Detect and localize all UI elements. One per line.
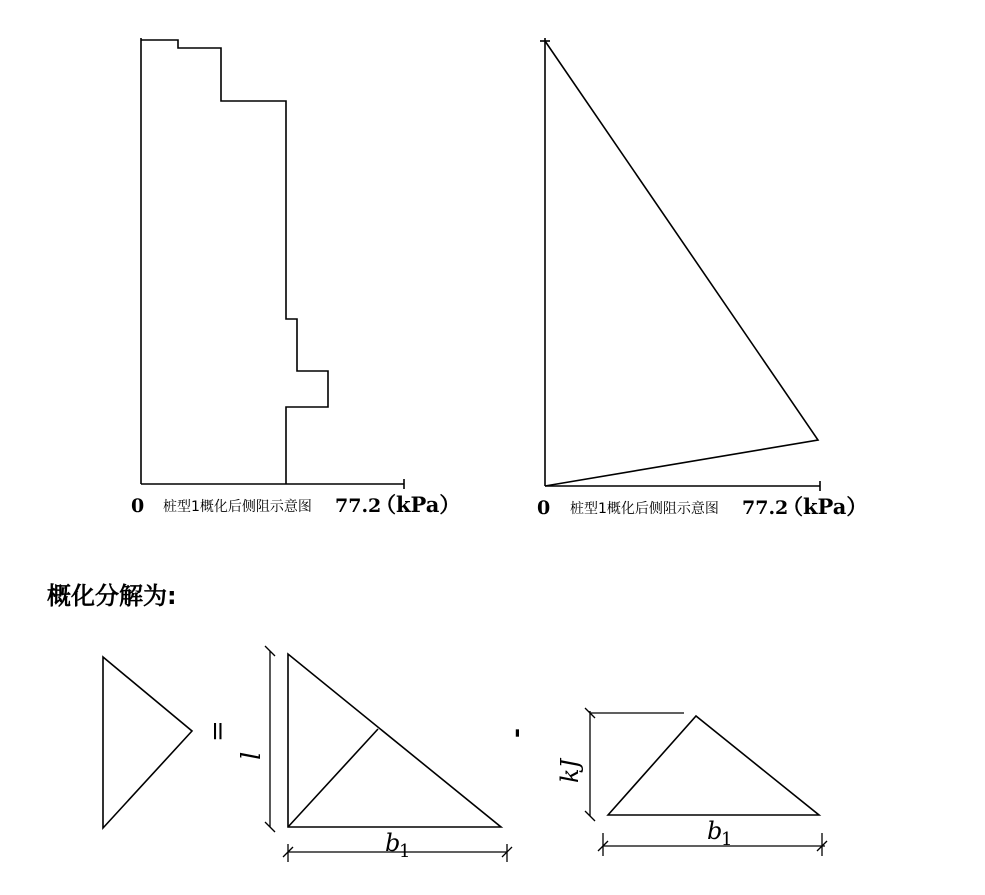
height-label: l bbox=[237, 751, 267, 760]
chart2-unit: （kPa） bbox=[782, 494, 868, 519]
triangular-resistance-chart bbox=[537, 38, 867, 519]
chart1-unit: （kPa） bbox=[375, 492, 461, 517]
chart2-caption: 桩型1概化后侧阻示意图 bbox=[570, 501, 719, 517]
triangular-profile bbox=[545, 41, 818, 486]
stepped-resistance-chart bbox=[131, 38, 460, 517]
chart2-origin-label: 0 bbox=[537, 497, 551, 519]
base-label-2: b bbox=[707, 817, 723, 845]
chart1-max-value: 77.2 bbox=[335, 495, 382, 517]
stepped-profile bbox=[141, 40, 328, 484]
base-label-2-sub: 1 bbox=[721, 829, 733, 850]
chart1-origin-label: 0 bbox=[131, 495, 145, 517]
minus-sign: - bbox=[501, 728, 530, 738]
right-triangle bbox=[608, 716, 819, 815]
base-label-1-sub: 1 bbox=[399, 841, 411, 862]
base-label-1: b bbox=[385, 829, 401, 857]
chart2-max-value: 77.2 bbox=[742, 497, 789, 519]
left-triangle bbox=[103, 657, 192, 828]
decomposition-diagram bbox=[103, 646, 827, 862]
chart1-caption: 桩型1概化后侧阻示意图 bbox=[163, 499, 312, 515]
equals-sign: = bbox=[203, 720, 233, 742]
decomposition-heading: 概化分解为: bbox=[47, 582, 177, 610]
middle-right-triangle bbox=[288, 654, 501, 827]
middle-inner-line bbox=[288, 729, 378, 827]
kj-label: kJ bbox=[556, 758, 584, 783]
